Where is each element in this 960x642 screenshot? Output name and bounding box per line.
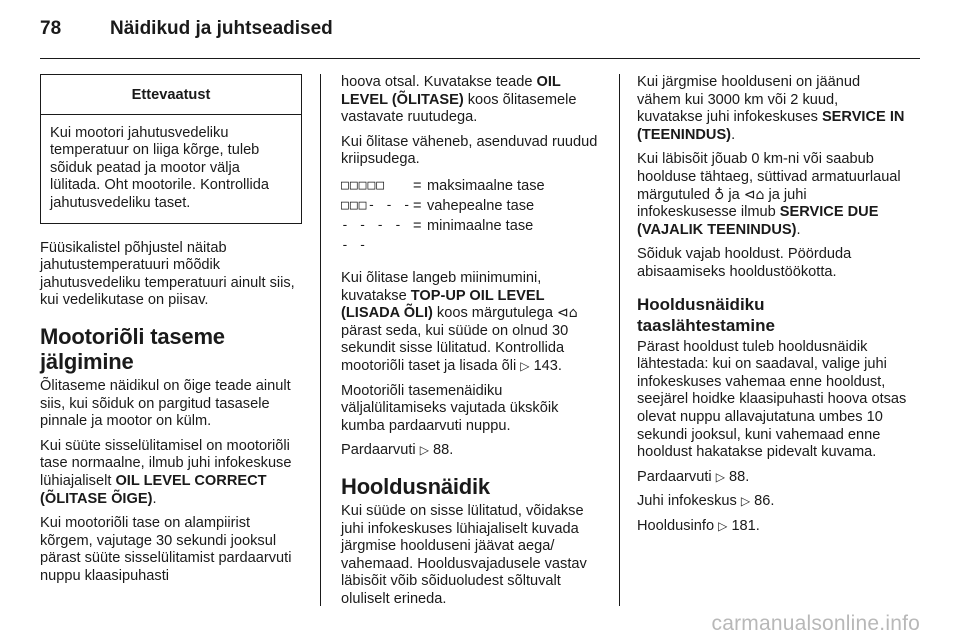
paragraph <box>637 493 907 511</box>
equals-sign: = <box>413 217 422 234</box>
legend-row <box>341 216 603 256</box>
page-ref-icon: ▷ <box>715 469 725 484</box>
page-header <box>40 18 333 50</box>
display-message: TOP-UP OIL LEVEL (LISADA ÕLI) <box>341 287 545 322</box>
section-heading-oil-level: Mootoriõli taseme jälgimine <box>40 323 225 374</box>
header-divider <box>40 58 920 59</box>
paragraph <box>341 442 603 460</box>
display-message: OIL LEVEL CORRECT (ÕLITASE ÕIGE) <box>40 472 267 507</box>
text-run: Kui süüte sisselülitamisel on mootoriõli tase normaalne, ilmub juhi infokeskuse lühiajaliselt <box>40 437 292 489</box>
page-ref: 181. <box>731 517 760 534</box>
text-run: . <box>152 490 157 507</box>
page-ref: 88. <box>728 468 750 485</box>
level-symbol: - - - - - - <box>341 217 403 253</box>
paragraph: Mootoriõli tasemenäidiku väljalülitamiseks vajutada ükskõik kumba pardaarvuti nuppu. <box>341 382 559 434</box>
oil-pressure-icon: ⊲⌂ <box>557 305 578 322</box>
caution-text: Kui mootori jahutusvedeliku temperatuur on liiga kõrge, tuleb sõiduk peatad ja mootor välja lülitada. Oht mootorile. Kontrollida jahutusvedeliku taset. <box>50 124 270 211</box>
paragraph: Pärast hooldust tuleb hooldusnäidik lähtestada: kui on saadaval, valige juhi infokeskuses vahemaa enne hooldust, seejärel hoidke klaasipuhasti hoova otsas olevat nuppu allavajutatuna umbes 10 sekundi jooksul, kuni vahemaad enne hooldust hakatakse pidevalt kuvama. <box>637 338 907 461</box>
text-run: Pardaarvuti <box>637 468 716 485</box>
level-label: minimaalne tase <box>427 217 534 234</box>
paragraph <box>341 74 603 127</box>
section-heading-service-reset: Hooldusnäidiku taaslähtestamine <box>637 294 775 335</box>
paragraph <box>40 438 302 508</box>
text-run: Hooldusinfo <box>637 517 719 534</box>
paragraph: Õlitaseme näidikul on õige teade ainult siis, kui sõiduk on pargitud tasasele pinnale ja mootor on külm. <box>40 377 291 430</box>
text-run: Kui järgmise hoolduseni on jäänud vähem kui 3000 km või 2 kuud, kuvatakse juhi infokeskuses <box>637 74 861 126</box>
equals-sign: = <box>413 177 422 194</box>
text-run: . <box>796 221 801 238</box>
page-ref-icon: ▷ <box>520 358 530 373</box>
page-ref: 88. <box>432 442 454 459</box>
text-run: koos märgutulega <box>432 305 557 322</box>
text-run: Kui õlitase langeb miinimumini, kuvatakse <box>341 269 542 304</box>
page-ref-icon: ▷ <box>740 494 751 509</box>
level-symbol: □□□□□ <box>341 177 386 193</box>
text-run: Juhi infokeskus <box>637 493 741 510</box>
paragraph <box>637 74 907 144</box>
paragraph: Kui süüde on sisse lülitatud, võidakse juhi infokeskuses lühiajaliselt kuvada järgmise hoolduseni jäävat aega/ vahemaad. Hooldusvajadusele vastav läbisõit võib sõiduoludest sõltuvalt oluliselt erineda. <box>341 502 587 607</box>
oil-pressure-icon: ⊲⌂ <box>743 186 765 203</box>
display-message: SERVICE IN (TEENINDUS) <box>637 109 905 143</box>
column-3 <box>637 74 907 542</box>
text-run: pärast seda, kui süüde on olnud 30 sekundit sisse lülitatud. Kontrollida mootoriõli taset ja lisada õli <box>341 322 569 374</box>
text-run: . <box>731 126 736 143</box>
oil-level-legend <box>341 176 603 256</box>
page-ref: 86. <box>754 493 775 510</box>
display-message: SERVICE DUE (VAJALIK TEENINDUS) <box>637 204 879 238</box>
text-run: koos õlitasemele vastavate ruutudega. <box>341 91 577 126</box>
text-run: Pardaarvuti <box>341 442 420 459</box>
paragraph: Füüsikalistel põhjustel näitab jahutustemperatuuri mõõdik jahutusvedeliku temperatuuri ainult siis, kui vedelikutase on piisav. <box>40 239 295 309</box>
page-number: 78 <box>40 18 62 39</box>
caution-box <box>40 74 302 224</box>
paragraph: Kui õlitase väheneb, asenduvad ruudud kriipsudega. <box>341 133 598 168</box>
text-run: hoova otsal. Kuvatakse teade <box>341 74 537 90</box>
page-ref: 143. <box>533 357 562 374</box>
paragraph: Sõiduk vajab hooldust. Pöörduda abisaamiseks hooldustöökotta. <box>637 246 852 280</box>
paragraph <box>341 270 603 376</box>
legend-row <box>341 176 603 196</box>
column-divider <box>320 74 321 606</box>
column-divider <box>619 74 620 606</box>
legend-row <box>341 196 603 216</box>
page-ref-icon: ▷ <box>718 518 728 533</box>
paragraph <box>637 469 907 487</box>
paragraph <box>637 518 907 536</box>
page-title: Näidikud ja juhtseadised <box>110 18 333 39</box>
column-1 <box>40 74 302 592</box>
text-run: ja juhi infokeskusesse ilmub <box>637 186 807 221</box>
level-label: vahepealne tase <box>427 197 535 214</box>
text-run: ja <box>724 186 744 203</box>
paragraph: Kui mootoriõli tase on alampiirist kõrgem, vajutage 30 sekundi jooksul pärast süüte sisselülitamist pardaarvuti nuppu klaasipuhasti <box>40 515 292 584</box>
paragraph <box>637 151 907 239</box>
equals-sign: = <box>413 197 422 214</box>
text-run: Kui läbisõit jõuab 0 km-ni või saabub hoolduse tähtaeg, süttivad armatuurlaual märgutuled <box>637 151 901 203</box>
section-heading-service: Hooldusnäidik <box>341 473 490 499</box>
caution-title: Ettevaatust <box>41 75 301 115</box>
level-label: maksimaalne tase <box>427 177 545 194</box>
display-message: OIL LEVEL (ÕLITASE) <box>341 74 561 108</box>
service-wrench-icon: ♁ <box>714 186 725 203</box>
page-ref-icon: ▷ <box>419 443 429 458</box>
column-2 <box>341 74 603 615</box>
level-symbol: □□□- - - <box>341 197 412 213</box>
watermark: carmanualsonline.info <box>711 612 920 635</box>
